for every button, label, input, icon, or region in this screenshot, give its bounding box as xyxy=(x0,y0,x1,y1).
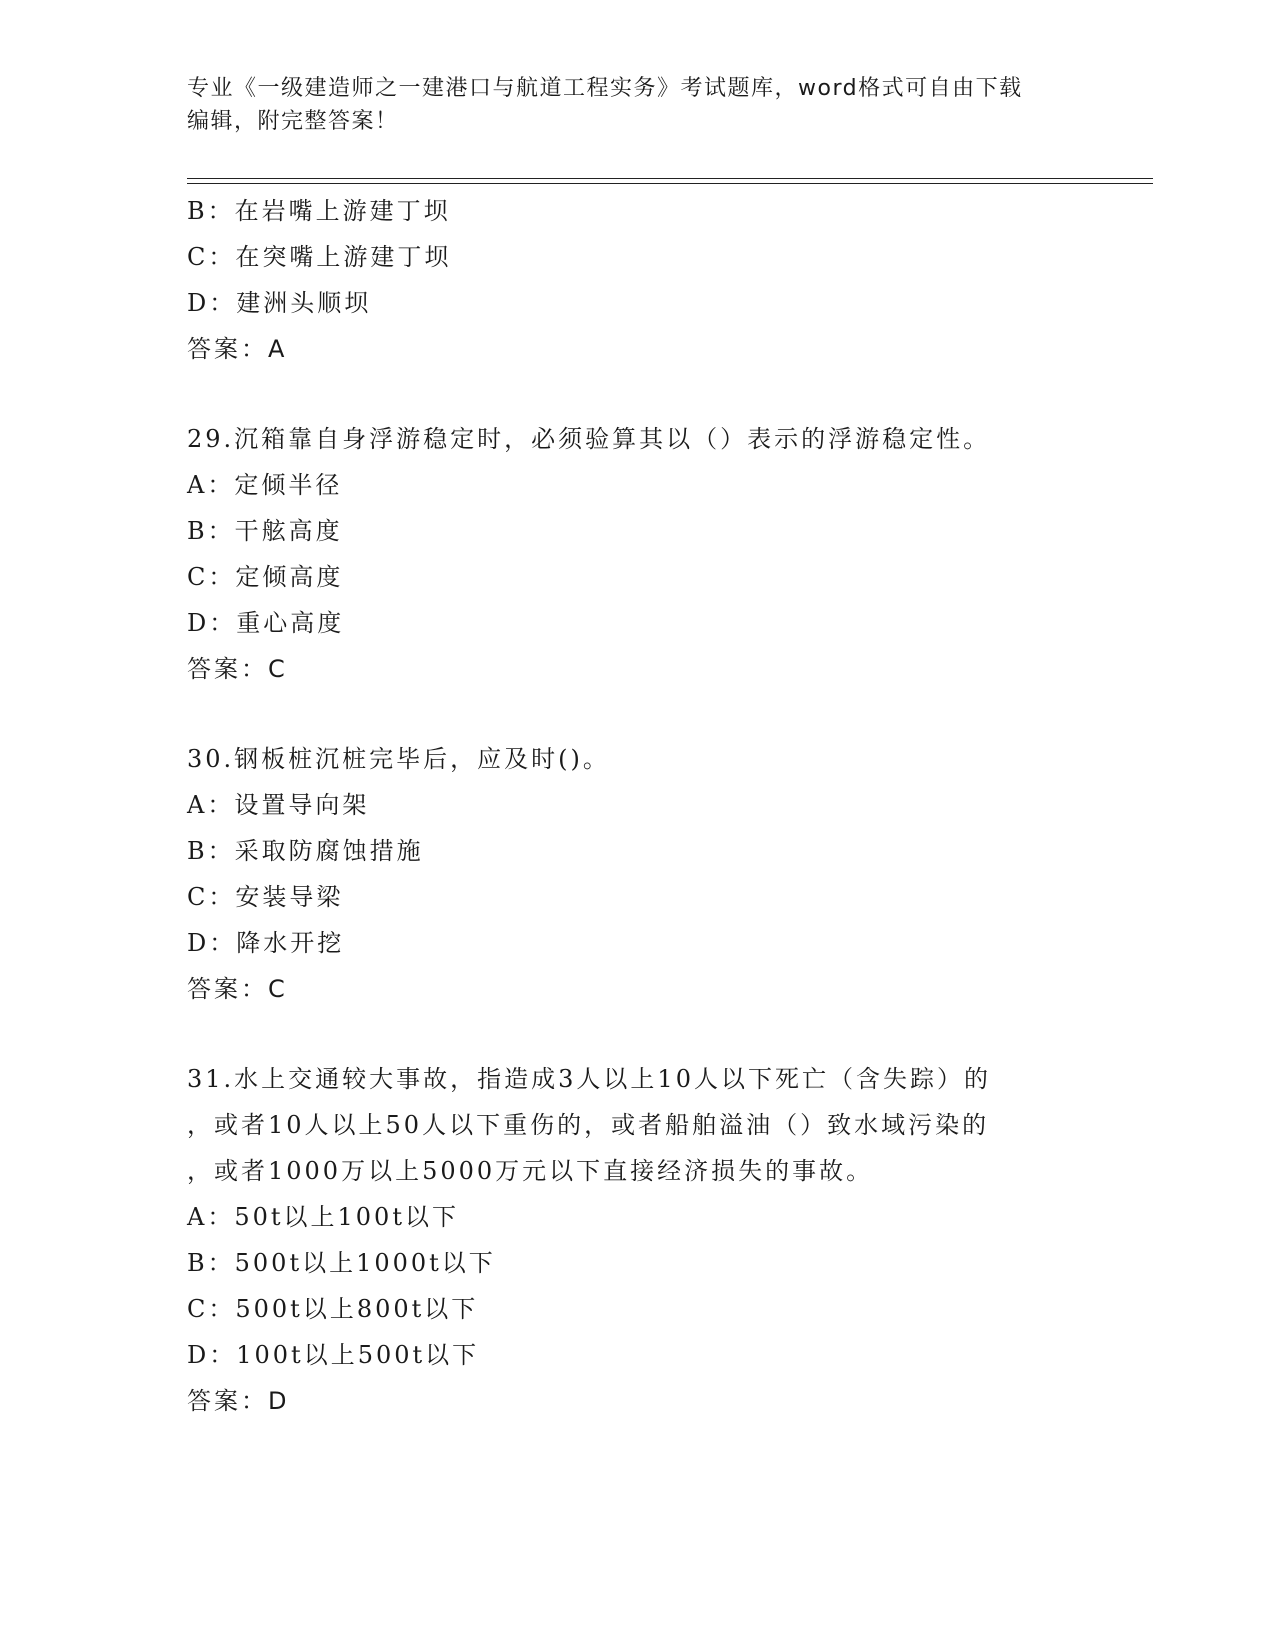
spacer xyxy=(187,692,1087,736)
option-a: A：50t以上100t以下 xyxy=(187,1203,459,1231)
option-d: D：建洲头顺坝 xyxy=(187,289,372,317)
option-d: D：重心高度 xyxy=(187,609,345,637)
header-divider-top xyxy=(187,178,1153,179)
question-31 xyxy=(187,1056,1087,1424)
spacer xyxy=(187,372,1087,416)
option-d: D：降水开挖 xyxy=(187,929,345,957)
option-a: A：定倾半径 xyxy=(187,471,343,499)
question-stem: 30.钢板桩沉桩完毕后，应及时()。 xyxy=(187,745,610,773)
question-stem-line-3: ，或者1000万以上5000万元以下直接经济损失的事故。 xyxy=(187,1157,874,1185)
question-stem-line-2: ，或者10人以上50人以下重伤的，或者船舶溢油（）致水域污染的 xyxy=(187,1111,990,1139)
header-line-2: 编辑，附完整答案！ xyxy=(187,109,399,134)
question-28-continued xyxy=(187,188,1087,372)
spacer xyxy=(187,1012,1087,1056)
question-stem-line-1: 31.水上交通较大事故，指造成3人以上10人以下死亡（含失踪）的 xyxy=(187,1065,991,1093)
question-29 xyxy=(187,416,1087,692)
question-30 xyxy=(187,736,1087,1012)
option-b: B：在岩嘴上游建丁坝 xyxy=(187,197,451,225)
option-b: B：500t以上1000t以下 xyxy=(187,1249,496,1277)
option-a: A：设置导向架 xyxy=(187,791,370,819)
option-b: B：采取防腐蚀措施 xyxy=(187,837,424,865)
document-body xyxy=(187,188,1087,1424)
answer-line: 答案：A xyxy=(187,335,288,363)
header-divider-bottom xyxy=(187,183,1153,184)
answer-line: 答案：C xyxy=(187,975,288,1003)
header-line-1: 专业《一级建造师之一建港口与航道工程实务》考试题库，word格式可自由下载 xyxy=(187,76,1023,101)
answer-line: 答案：D xyxy=(187,1387,290,1415)
question-stem: 29.沉箱靠自身浮游稳定时，必须验算其以（）表示的浮游稳定性。 xyxy=(187,425,991,453)
option-d: D：100t以上500t以下 xyxy=(187,1341,480,1369)
option-b: B：干舷高度 xyxy=(187,517,343,545)
option-c: C：定倾高度 xyxy=(187,563,344,591)
option-c: C：安装导梁 xyxy=(187,883,344,911)
option-c: C：500t以上800t以下 xyxy=(187,1295,479,1323)
answer-line: 答案：C xyxy=(187,655,288,683)
option-c: C：在突嘴上游建丁坝 xyxy=(187,243,452,271)
document-header xyxy=(187,72,1087,138)
